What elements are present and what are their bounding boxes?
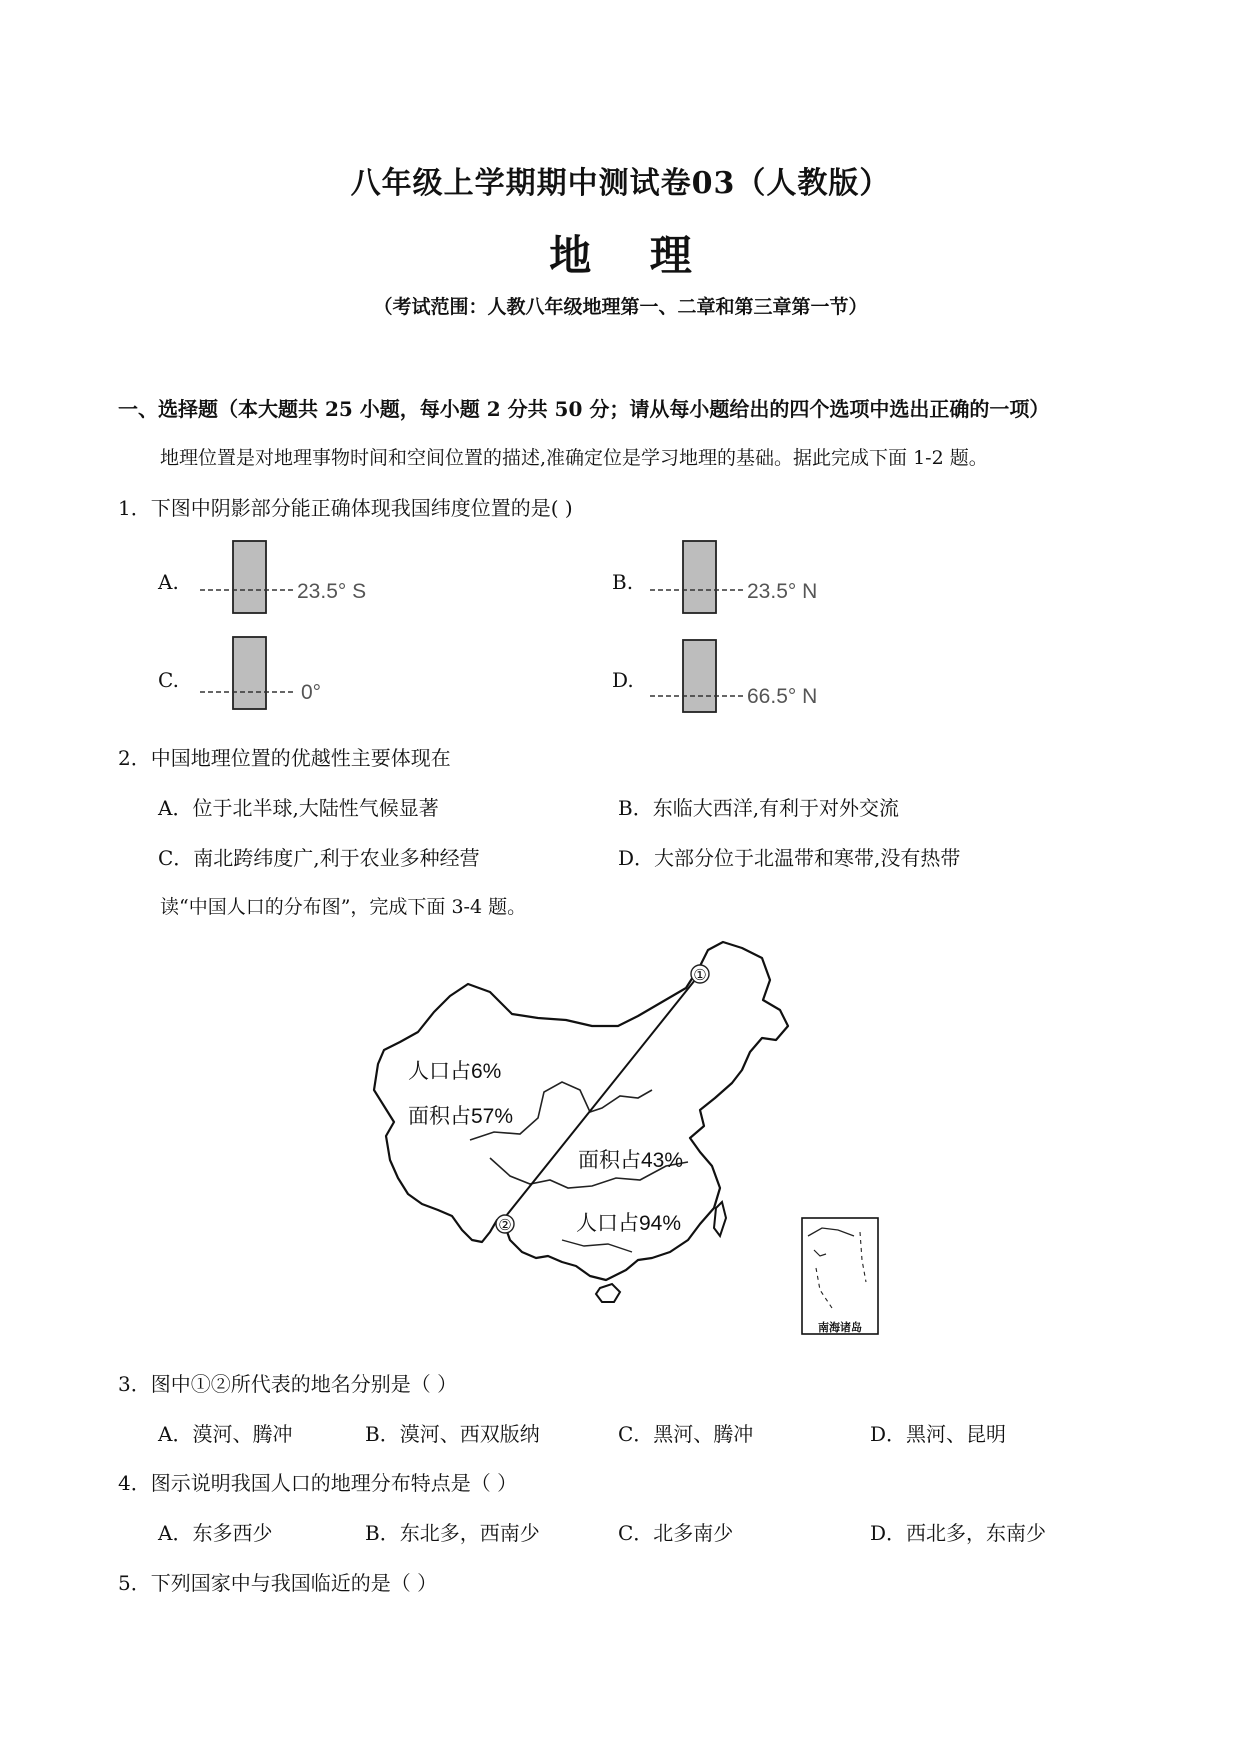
q1-option-d-letter: D.: [612, 668, 634, 692]
east-area-label: 面积占43%: [578, 1149, 684, 1172]
q4-stem: 4．图示说明我国人口的地理分布特点是（ ）: [118, 1471, 518, 1495]
q1-stem: 1．下图中阴影部分能正确体现我国纬度位置的是( ): [118, 496, 573, 520]
q1-option-a-figure: [195, 535, 405, 620]
q2-option-c: C．南北跨纬度广,利于农业多种经营: [158, 846, 480, 870]
q2-option-d: D．大部分位于北温带和寒带,没有热带: [618, 846, 961, 870]
q2-option-a: A．位于北半球,大陆性气候显著: [158, 796, 439, 820]
point-2-marker: [496, 1215, 514, 1234]
q4-option-a: A．东多西少: [158, 1521, 273, 1545]
latitude-label: 23.5° N: [747, 580, 818, 603]
q2-option-b: B．东临大西洋,有利于对外交流: [618, 796, 900, 820]
intro-1-2: 地理位置是对地理事物时间和空间位置的描述,准确定位是学习地理的基础。据此完成下面 1-2 题。: [160, 447, 988, 469]
china-population-map: [370, 940, 890, 1335]
q3-stem: 3．图中①②所代表的地名分别是（ ）: [118, 1372, 458, 1396]
section-heading: 一、选择题（本大题共 25 小题，每小题 2 分共 50 分；请从每小题给出的四个选项中选出正确的一项）: [118, 397, 1050, 421]
q4-option-b: B．东北多，西南少: [365, 1521, 540, 1545]
q1-option-b-figure: [645, 535, 855, 620]
latitude-band: [683, 541, 716, 613]
q4-option-d: D．西北多，东南少: [870, 1521, 1047, 1545]
west-population-label: 人口占6%: [408, 1060, 502, 1083]
q3-option-c: C．黑河、腾冲: [618, 1422, 754, 1446]
latitude-label: 23.5° S: [297, 580, 367, 603]
south-china-sea-inset: [802, 1218, 878, 1334]
inset-label: 南海诸岛: [818, 1322, 862, 1334]
latitude-label: 0°: [301, 681, 322, 704]
q1-option-c-figure: [195, 632, 405, 717]
q2-stem: 2．中国地理位置的优越性主要体现在: [118, 746, 451, 770]
q4-option-c: C．北多南少: [618, 1521, 734, 1545]
latitude-band: [233, 541, 266, 613]
svg-text:①: ①: [693, 967, 707, 984]
q5-stem: 5．下列国家中与我国临近的是（ ）: [118, 1571, 438, 1595]
q1-option-d-figure: [645, 632, 855, 717]
latitude-label: 66.5° N: [747, 685, 818, 708]
hainan-island: [596, 1284, 620, 1302]
intro-3-4: 读“中国人口的分布图”，完成下面 3-4 题。: [160, 896, 527, 918]
latitude-band: [683, 640, 716, 712]
q3-option-a: A．漠河、腾冲: [158, 1422, 293, 1446]
svg-text:②: ②: [498, 1217, 512, 1234]
point-1-marker: [691, 965, 709, 984]
subject-title: 地 理: [549, 231, 692, 280]
q3-option-d: D．黑河、昆明: [870, 1422, 1007, 1446]
q1-option-b-letter: B.: [612, 570, 634, 594]
q1-option-a-letter: A.: [158, 570, 179, 594]
east-population-label: 人口占94%: [576, 1212, 682, 1235]
q1-option-c-letter: C.: [158, 668, 179, 692]
west-area-label: 面积占57%: [408, 1105, 514, 1128]
taiwan-island: [714, 1202, 726, 1236]
exam-scope: （考试范围：人教八年级地理第一、二章和第三章第一节）: [373, 296, 868, 318]
q3-option-b: B．漠河、西双版纳: [365, 1422, 540, 1446]
latitude-band: [233, 637, 266, 709]
exam-title: 八年级上学期期中测试卷03（人教版）: [350, 166, 891, 201]
